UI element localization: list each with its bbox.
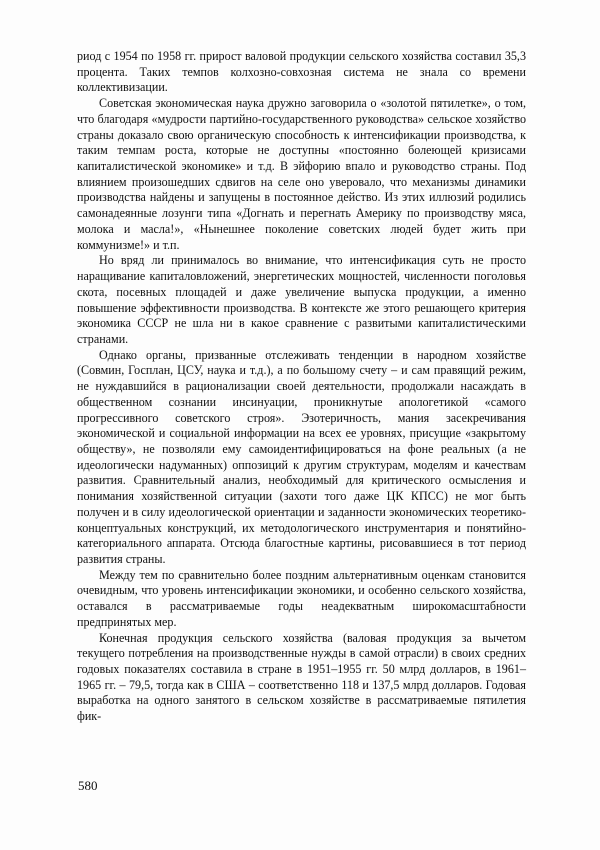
paragraph: Однако органы, призванные отслеживать тенденции в народном хозяйстве (Совмин, Госплан, ЦСУ, наука и т.д.), а по большому счету – и сам правящий режим, не нуждавшийся в рационализации своей деятельности, продолжали насаждать в общественном сознании инсинуации, проникнутые апологетикой «самого прогрессивного советского строя». Эзотеричность, мания засекречивания экономической и социальной информации на всех ее уровнях, присущие «закрытому обществу», не позволяли ему самоидентифицироваться на фоне реальных (а не идеологически надуманных) оппозиций к другим структурам, моделям и качествам развития. Сравнительный анализ, необходимый для критического осмысления и понимания хозяйственной ситуации (захоти того даже ЦК КПСС) не мог быть получен и в силу идеологической ориентации и заданности экономических теоретико-концептуальных конструкций, их методологического инструментария и понятийно-категориального аппарата. Отсюда благостные картины, рисовавшиеся в тот период развития страны. [77,347,526,566]
paragraph-continuation: риод с 1954 по 1958 гг. прирост валовой продукции сельского хозяйства составил 35,3 процента. Таких темпов колхозно-совхозная система не знала со времени коллективизации. [77,49,526,95]
body-text [77,49,526,725]
paragraph: Между тем по сравнительно более поздним альтернативным оценкам становится очевидным, что уровень интенсификации экономики, и особенно сельского хозяйства, оставался в рассматриваемые годы неадекватным широкомасштабности предпринятых мер. [77,567,526,629]
paragraph: Но вряд ли принималось во внимание, что интенсификация суть не просто наращивание капиталовложений, энергетических мощностей, численности поголовья скота, посевных площадей и даже увеличение выпуска продукции, а именно повышение эффективности производства. В контексте же этого решающего критерия экономика СССР не шла ни в какое сравнение с развитыми капиталистическими странами. [77,253,526,346]
page-number: 580 [78,778,98,793]
paragraph: Советская экономическая наука дружно заговорила о «золотой пятилетке», о том, что благодаря «мудрости партийно-государственного руководства» сельское хозяйство страны доказало свою органическую способность к интенсификации производства, к таким темпам роста, которые не доступны «постоянно болеющей кризисами капиталистической экономике» и т.д. В эйфорию впало и руководство страны. Под влиянием произошедших сдвигов на селе оно уверовало, что механизмы динамики производства найдены и запущены в постоянное действо. Из этих иллюзий родились самонадеянные лозунги типа «Догнать и перегнать Америку по производству мяса, молока и масла!», «Нынешнее поколение советских людей будет жить при коммунизме!» и т.п. [77,96,526,252]
paragraph: Конечная продукция сельского хозяйства (валовая продукция за вычетом текущего потребления на производственные нужды в самой отрасли) в своих средних годовых показателях составила в стране в 1951–1955 гг. 50 млрд долларов, в 1961–1965 гг. – 79,5, тогда как в США – соответственно 118 и 137,5 млрд долларов. Годовая выработка на одного занятого в сельском хозяйстве в рассматриваемые пятилетия фик- [77,630,526,724]
